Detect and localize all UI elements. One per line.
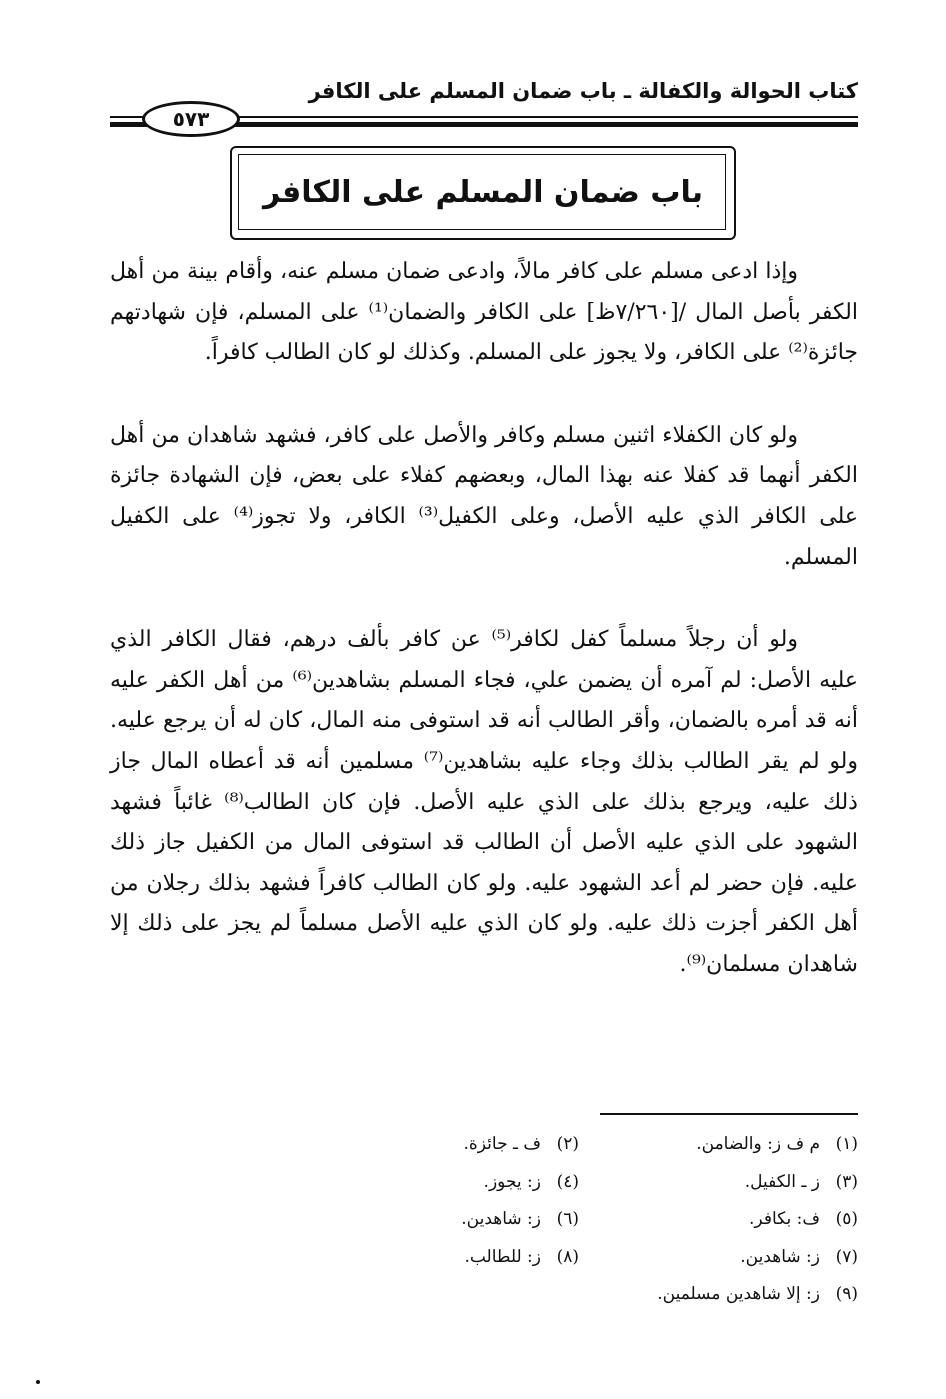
footnote: [557, 1276, 858, 1314]
footnote-number: (٩): [835, 1284, 858, 1304]
footnote-number: (٣): [835, 1171, 858, 1192]
footnote-number: (٨): [556, 1246, 579, 1267]
footnote-rule: [600, 1113, 858, 1115]
footnote: [579, 1239, 858, 1277]
body-text: [110, 252, 858, 1028]
footnote-text: ز: يجوز.: [483, 1171, 541, 1192]
footnote: [300, 1239, 579, 1277]
footnote: [300, 1164, 579, 1202]
paragraph: وإذا ادعى مسلم على كافر مالاً، وادعى ضمان مسلم عنه، وأقام بينة من أهل الكفر بأصل المال /[٧/٢٦٠ظ] على الكافر والضمان⁽¹⁾ على المسلم، فإن شهادتهم جائزة⁽²⁾ على الكافر، ولا يجوز على المسلم. وكذلك لو كان الطالب كافراً.: [110, 259, 858, 366]
footnote-text: ف: بكافر.: [749, 1209, 820, 1229]
footnote-number: (٢): [556, 1134, 579, 1154]
footnote-text: ز ـ الكفيل.: [744, 1171, 820, 1192]
footnote-text: ز: للطالب.: [464, 1246, 541, 1267]
footnote-number: (٥): [835, 1209, 858, 1229]
footnote-number: (٦): [556, 1209, 579, 1229]
footnote: [300, 1126, 579, 1164]
footnote-text: ز: شاهدين.: [740, 1246, 820, 1267]
paragraph: ولو كان الكفلاء اثنين مسلم وكافر والأصل على كافر، فشهد شاهدان من أهل الكفر أنهما قد كفلا عنه بهذا المال، وبعضهم كفلاء على بعض، فإن الشهادة جائزة على الكافر الذي عليه الأصل، وعلى الكفيل⁽³⁾ الكافر، ولا تجوز⁽⁴⁾ على الكفيل المسلم.: [110, 422, 858, 570]
running-head: كتاب الحوالة والكفالة ـ باب ضمان المسلم على الكافر: [308, 79, 858, 103]
footnote: [579, 1164, 858, 1202]
footnote: [300, 1201, 579, 1239]
footnote-number: (٧): [835, 1246, 858, 1267]
footnote-number: (٤): [556, 1171, 579, 1192]
paragraph: ولو أن رجلاً مسلماً كفل لكافر⁽⁵⁾ عن كافر بألف درهم، فقال الكافر الذي عليه الأصل: لم آمره أن يضمن علي، فجاء المسلم بشاهدين⁽⁶⁾ من أهل الكفر عليه أنه قد أمره بالضمان، وأقر الطالب أنه قد استوفى منه المال، كان له أن يرجع عليه. ولو لم يقر الطالب بذلك وجاء عليه بشاهدين⁽⁷⁾ مسلمين أنه قد أعطاه المال جاز ذلك عليه، ويرجع بذلك على الذي عليه الأصل. فإن كان الطالب⁽⁸⁾ غائباً فشهد الشهود على الذي عليه الأصل أن الطالب قد استوفى المال من الكفيل جاز ذلك عليه. فإن حضر لم أعد الشهود عليه. ولو كان الطالب كافراً فشهد بذلك رجلان من أهل الكفر أجزت ذلك عليه. ولو كان الذي عليه الأصل مسلماً لم يجز على ذلك إلا شاهدان مسلمان⁽⁹⁾.: [110, 627, 859, 977]
footnote-number: (١): [835, 1134, 858, 1154]
footnote: [579, 1201, 858, 1239]
stray-dot: [36, 1380, 40, 1384]
footnote-text: ز: شاهدين.: [461, 1209, 541, 1229]
footnote-text: م ف ز: والضامن.: [696, 1134, 820, 1154]
footnote-text: ف ـ جائزة.: [463, 1134, 541, 1154]
footnote-text: ز: إلا شاهدين مسلمين.: [657, 1284, 820, 1304]
chapter-title: باب ضمان المسلم على الكافر: [262, 175, 704, 210]
page-number: ٥٧٣: [142, 101, 240, 137]
footnotes: [300, 1126, 858, 1314]
footnote: [579, 1126, 858, 1164]
